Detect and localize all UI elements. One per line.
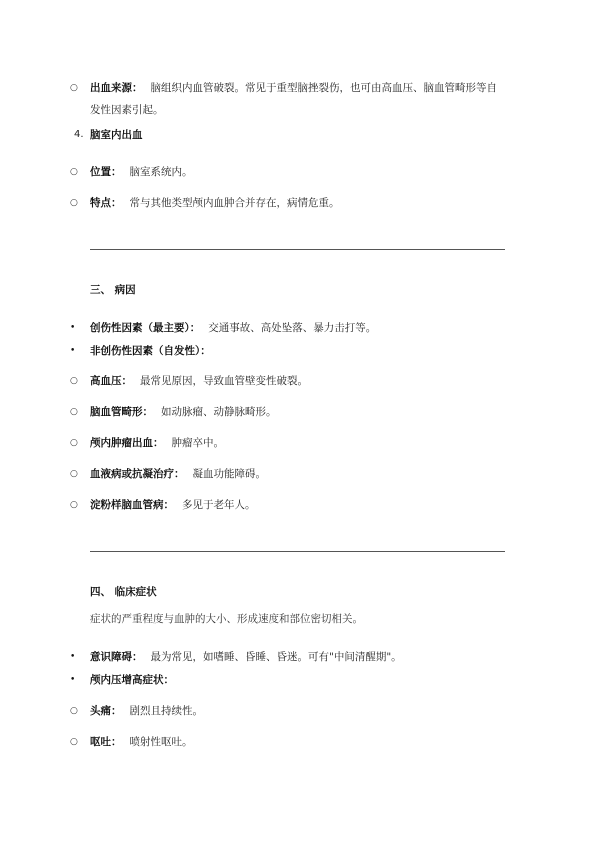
term-description: 如动脉瘤、动静脉畸形。 (161, 406, 277, 418)
subsection-number: 4. (74, 129, 84, 140)
term-description: 最常见原因，导致血管壁变性破裂。 (140, 375, 308, 387)
circle-bullet-icon: ○ (70, 469, 78, 479)
term-description: 脑组织内血管破裂。常见于重型脑挫裂伤，也可由高血压、脑血管畸形等自发性因素引起。 (90, 82, 497, 116)
disc-bullet-icon: • (70, 323, 76, 333)
term-label: 颅内压增高症状： (90, 674, 174, 686)
circle-bullet-icon: ○ (70, 500, 78, 510)
list-item-bleeding-source (72, 77, 507, 121)
section-intro: 症状的严重程度与血肿的大小、形成速度和部位密切相关。 (90, 613, 363, 625)
term-description: 最为常见，如嗜睡、昏睡、昏迷。可有"中间清醒期"。 (150, 651, 402, 663)
term-description: 脑室系统内。 (129, 166, 193, 178)
list-item-feature (72, 192, 507, 214)
section-divider (90, 249, 505, 250)
disc-bullet-icon: • (70, 675, 76, 685)
term-description: 肿瘤卒中。 (171, 437, 224, 449)
term-description: 喷射性呕吐。 (129, 736, 193, 748)
circle-bullet-icon: ○ (70, 83, 78, 93)
term-label: 头痛： (90, 705, 122, 717)
term-label: 脑血管畸形： (90, 406, 153, 418)
list-item-nontraumatic (72, 340, 507, 362)
circle-bullet-icon: ○ (70, 198, 78, 208)
list-item (72, 401, 507, 423)
term-label: 创伤性因素（最主要）： (90, 322, 201, 334)
list-item (72, 700, 507, 722)
term-label: 非创伤性因素（自发性）： (90, 345, 211, 357)
term-label: 位置： (90, 166, 122, 178)
list-item (72, 370, 507, 392)
list-item (72, 494, 507, 516)
term-label: 血液病或抗凝治疗： (90, 468, 185, 480)
subsection-title: 脑室内出血 (90, 129, 143, 141)
list-item-location (72, 161, 507, 183)
circle-bullet-icon: ○ (70, 438, 78, 448)
circle-bullet-icon: ○ (70, 376, 78, 386)
term-label: 淀粉样脑血管病： (90, 499, 174, 511)
disc-bullet-icon: • (70, 346, 76, 356)
term-label: 颅内肿瘤出血： (90, 437, 164, 449)
term-label: 出血来源： (90, 82, 143, 94)
term-description: 交通事故、高处坠落、暴力击打等。 (208, 322, 377, 334)
term-label: 高血压： (90, 375, 132, 387)
list-item-consciousness (72, 646, 507, 668)
term-label: 意识障碍： (90, 651, 143, 663)
term-description: 凝血功能障碍。 (192, 468, 266, 480)
list-item (72, 731, 507, 753)
circle-bullet-icon: ○ (70, 706, 78, 716)
term-label: 特点： (90, 197, 122, 209)
list-item (72, 463, 507, 485)
section-title-causes: 三、 病因 (90, 284, 136, 296)
term-label: 呕吐： (90, 736, 122, 748)
term-description: 剧烈且持续性。 (129, 705, 203, 717)
list-item-traumatic (72, 317, 507, 339)
circle-bullet-icon: ○ (70, 167, 78, 177)
circle-bullet-icon: ○ (70, 407, 78, 417)
section-title-symptoms: 四、 临床症状 (90, 586, 157, 598)
circle-bullet-icon: ○ (70, 737, 78, 747)
list-item (72, 432, 507, 454)
term-description: 常与其他类型颅内血肿合并存在，病情危重。 (129, 197, 340, 209)
term-description: 多见于老年人。 (182, 499, 256, 511)
section-divider (90, 551, 505, 552)
list-item-icp (72, 669, 507, 691)
disc-bullet-icon: • (70, 652, 76, 662)
